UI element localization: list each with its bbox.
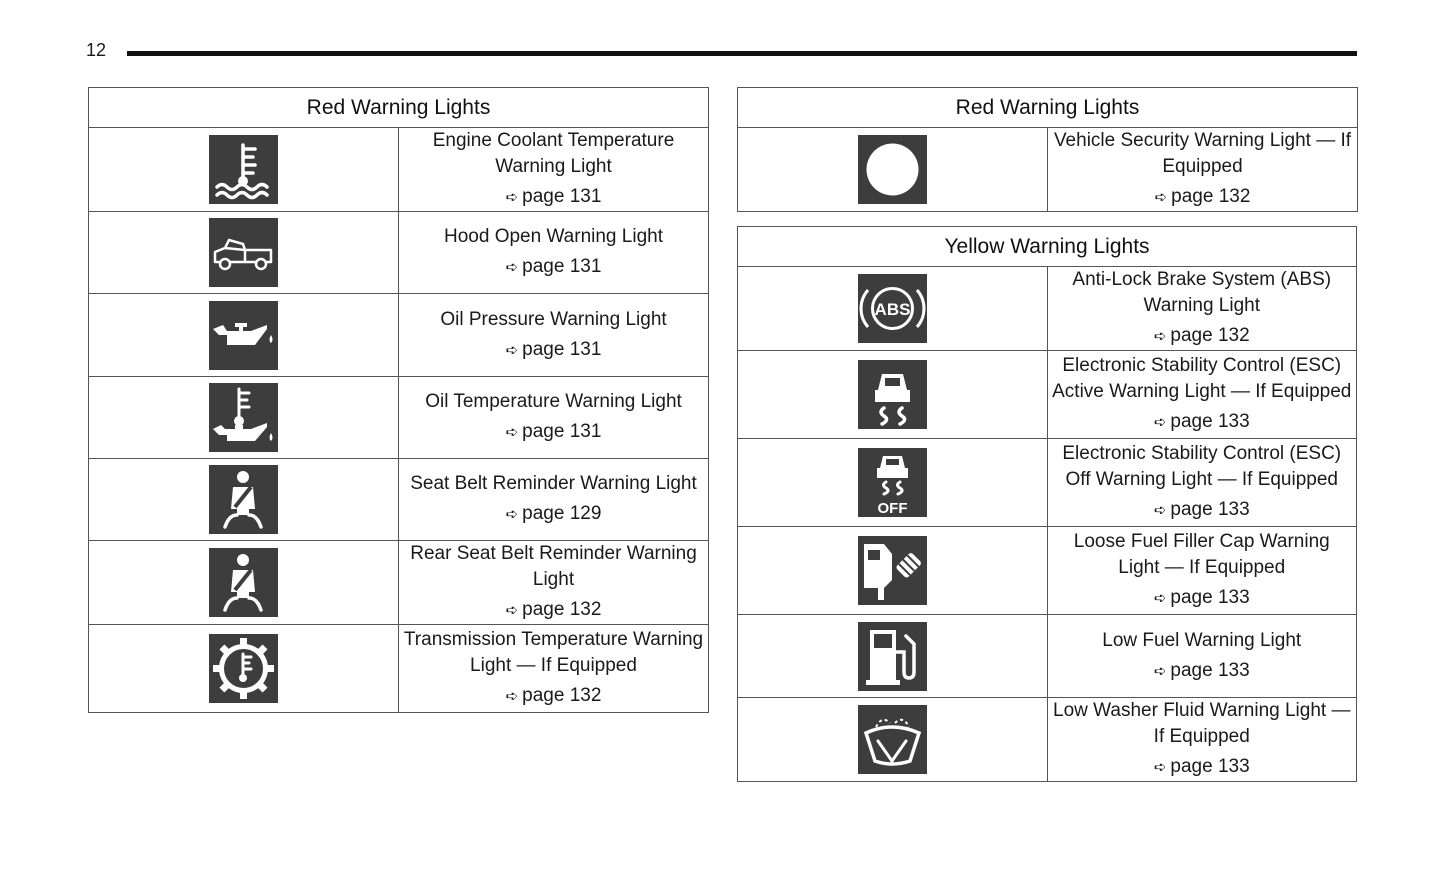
table-row bbox=[738, 267, 1357, 351]
page-link[interactable]: ➪ page 132 bbox=[1153, 325, 1250, 346]
row-title: Transmission Temperature Warning Light — If Equipped bbox=[403, 629, 704, 676]
page-link[interactable]: ➪ page 132 bbox=[505, 685, 602, 706]
table-row bbox=[738, 615, 1357, 698]
table-row bbox=[89, 625, 709, 713]
page-link[interactable]: ➪ page 132 bbox=[1154, 186, 1251, 207]
vehicle-security-icon bbox=[858, 135, 927, 204]
table-row bbox=[89, 377, 709, 459]
arrow-right-icon: ➪ bbox=[1153, 414, 1167, 431]
table-row bbox=[89, 541, 709, 625]
arrow-right-icon: ➪ bbox=[1153, 590, 1167, 607]
oil-temperature-icon bbox=[209, 383, 278, 452]
oil-pressure-icon bbox=[209, 301, 278, 370]
arrow-right-icon: ➪ bbox=[1153, 759, 1167, 776]
row-title: Loose Fuel Filler Cap Warning Light — If Equipped bbox=[1073, 531, 1330, 578]
row-title: Oil Pressure Warning Light bbox=[440, 308, 667, 330]
table-row bbox=[89, 212, 709, 294]
row-title: Rear Seat Belt Reminder Warning Light bbox=[410, 543, 697, 590]
arrow-right-icon: ➪ bbox=[505, 424, 519, 441]
page-link[interactable]: ➪ page 131 bbox=[505, 186, 602, 207]
table-row bbox=[738, 351, 1357, 439]
row-title: Engine Coolant Temperature Warning Light bbox=[432, 130, 675, 177]
table-row bbox=[738, 698, 1357, 782]
table-row bbox=[738, 527, 1357, 615]
yellow-warning-lights-table bbox=[737, 226, 1357, 782]
row-title: Oil Temperature Warning Light bbox=[425, 391, 682, 412]
arrow-right-icon: ➪ bbox=[1154, 189, 1168, 206]
arrow-right-icon: ➪ bbox=[505, 189, 519, 206]
svg-text:ABS: ABS bbox=[874, 300, 911, 319]
table-heading: Yellow Warning Lights bbox=[738, 227, 1357, 267]
page-link[interactable]: ➪ page 133 bbox=[1153, 756, 1250, 777]
header-rule bbox=[127, 51, 1357, 56]
arrow-right-icon: ➪ bbox=[1153, 328, 1167, 345]
table-row bbox=[738, 128, 1358, 212]
arrow-right-icon: ➪ bbox=[1153, 502, 1167, 519]
table-heading: Red Warning Lights bbox=[89, 88, 709, 128]
table-row bbox=[89, 128, 709, 212]
table-heading: Red Warning Lights bbox=[738, 88, 1358, 128]
red-warning-lights-table-right bbox=[737, 87, 1358, 212]
low-washer-fluid-icon bbox=[858, 705, 927, 774]
arrow-right-icon: ➪ bbox=[505, 506, 519, 523]
page-link[interactable]: ➪ page 133 bbox=[1153, 499, 1250, 520]
row-title: Hood Open Warning Light bbox=[444, 226, 663, 247]
arrow-right-icon: ➪ bbox=[505, 259, 519, 276]
page-link[interactable]: ➪ page 133 bbox=[1153, 659, 1250, 681]
row-title: Low Washer Fluid Warning Light — If Equipped bbox=[1053, 700, 1351, 747]
page-link[interactable]: ➪ page 131 bbox=[505, 421, 602, 442]
rear-seat-belt-icon bbox=[209, 548, 278, 617]
page-link[interactable]: ➪ page 133 bbox=[1153, 411, 1250, 432]
coolant-temperature-icon bbox=[209, 135, 278, 204]
table-row bbox=[89, 294, 709, 377]
row-title: Seat Belt Reminder Warning Light bbox=[410, 473, 697, 494]
seat-belt-icon bbox=[209, 465, 278, 534]
page-number: 12 bbox=[86, 40, 107, 60]
loose-fuel-cap-icon bbox=[858, 536, 927, 605]
page-link[interactable]: ➪ page 132 bbox=[505, 599, 602, 620]
arrow-right-icon: ➪ bbox=[505, 602, 519, 619]
arrow-right-icon: ➪ bbox=[505, 688, 519, 705]
table-row bbox=[738, 439, 1357, 527]
page-link[interactable]: ➪ page 131 bbox=[505, 256, 602, 277]
svg-text:OFF: OFF bbox=[877, 500, 908, 517]
row-title: Electronic Stability Control (ESC) Off Warning Light — If Equipped bbox=[1062, 443, 1342, 490]
arrow-right-icon: ➪ bbox=[505, 341, 519, 359]
row-title: Electronic Stability Control (ESC) Active Warning Light — If Equipped bbox=[1052, 355, 1352, 402]
page-link[interactable]: ➪ page 129 bbox=[505, 503, 602, 524]
abs-icon bbox=[858, 274, 927, 343]
page-link[interactable]: ➪ page 131 bbox=[505, 338, 602, 360]
arrow-right-icon: ➪ bbox=[1153, 662, 1167, 680]
page-link[interactable]: ➪ page 133 bbox=[1153, 587, 1250, 608]
table-row bbox=[89, 459, 709, 541]
red-warning-lights-table bbox=[88, 87, 709, 713]
low-fuel-icon bbox=[858, 622, 927, 691]
esc-off-icon bbox=[858, 448, 927, 517]
row-title: Anti-Lock Brake System (ABS) Warning Light bbox=[1072, 269, 1332, 316]
hood-open-icon bbox=[209, 218, 278, 287]
row-title: Low Fuel Warning Light bbox=[1102, 629, 1302, 651]
transmission-temperature-icon bbox=[209, 634, 278, 703]
esc-active-icon bbox=[858, 360, 927, 429]
row-title: Vehicle Security Warning Light — If Equipped bbox=[1053, 130, 1352, 177]
